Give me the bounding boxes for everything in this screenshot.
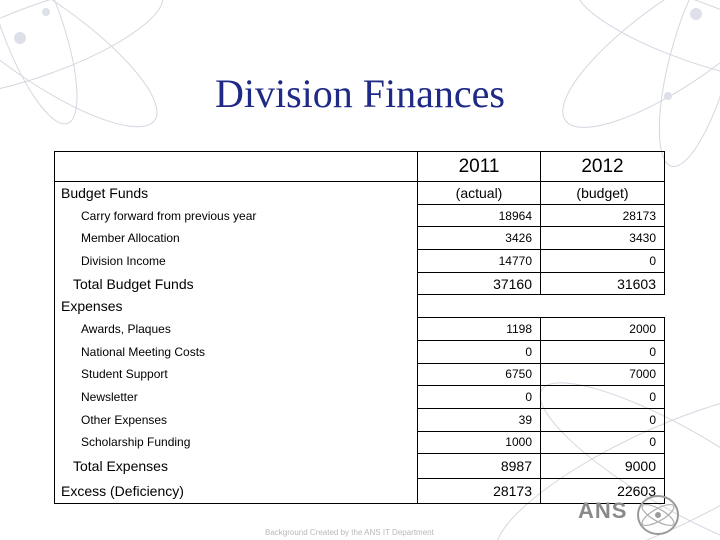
excess-row: [55, 479, 665, 504]
table-row: [55, 227, 665, 250]
cell-2011: 18964: [418, 204, 541, 227]
background-credit: Background Created by the ANS IT Department: [265, 528, 434, 537]
total-expenses-2012: 9000: [541, 454, 665, 479]
table-row: [55, 386, 665, 409]
header-blank-cell: [55, 152, 418, 182]
total-budget-label: Total Budget Funds: [55, 272, 418, 295]
total-budget-2011: 37160: [418, 272, 541, 295]
header-2012: 2012: [541, 152, 665, 182]
excess-label: Excess (Deficiency): [55, 479, 418, 504]
cell-2012: 0: [541, 431, 665, 454]
blank-cell: [541, 295, 665, 318]
total-expenses-row: [55, 454, 665, 479]
cell-2011: 1000: [418, 431, 541, 454]
budget-funds-heading: Budget Funds: [55, 182, 418, 205]
cell-2012: 3430: [541, 227, 665, 250]
row-label: National Meeting Costs: [55, 340, 418, 363]
table-row: [55, 431, 665, 454]
row-label: Student Support: [55, 363, 418, 386]
cell-2012: 0: [541, 340, 665, 363]
ans-logo-mark-icon: [633, 492, 683, 538]
cell-2012: 0: [541, 386, 665, 409]
cell-2011: 1198: [418, 318, 541, 341]
row-label: Division Income: [55, 250, 418, 273]
cell-2011: 0: [418, 386, 541, 409]
cell-2012: 7000: [541, 363, 665, 386]
expenses-heading-row: [55, 295, 665, 318]
row-label: Member Allocation: [55, 227, 418, 250]
cell-2012: 0: [541, 408, 665, 431]
table-row: [55, 340, 665, 363]
row-label: Scholarship Funding: [55, 431, 418, 454]
cell-2012: 0: [541, 250, 665, 273]
header-2011: 2011: [418, 152, 541, 182]
cell-2011: 0: [418, 340, 541, 363]
cell-2012: 28173: [541, 204, 665, 227]
cell-2012: 2000: [541, 318, 665, 341]
finances-table: [54, 151, 665, 504]
table-row: [55, 363, 665, 386]
cell-2011: 6750: [418, 363, 541, 386]
row-label: Awards, Plaques: [55, 318, 418, 341]
row-label: Newsletter: [55, 386, 418, 409]
budget-funds-heading-row: [55, 182, 665, 205]
budget-label: (budget): [541, 182, 665, 205]
cell-2011: 14770: [418, 250, 541, 273]
total-expenses-label: Total Expenses: [55, 454, 418, 479]
header-year-row: [55, 152, 665, 182]
table-row: [55, 318, 665, 341]
slide-title: Division Finances: [215, 71, 505, 116]
excess-2012: 22603: [541, 479, 665, 504]
actual-label: (actual): [418, 182, 541, 205]
excess-2011: 28173: [418, 479, 541, 504]
blank-cell: [418, 295, 541, 318]
cell-2011: 39: [418, 408, 541, 431]
total-budget-2012: 31603: [541, 272, 665, 295]
total-expenses-2011: 8987: [418, 454, 541, 479]
row-label: Other Expenses: [55, 408, 418, 431]
row-label: Carry forward from previous year: [55, 204, 418, 227]
table-row: [55, 250, 665, 273]
table-row: [55, 408, 665, 431]
table-row: [55, 204, 665, 227]
total-budget-row: [55, 272, 665, 295]
ans-logo-text: ANS: [578, 498, 628, 523]
expenses-heading: Expenses: [55, 295, 418, 318]
cell-2011: 3426: [418, 227, 541, 250]
